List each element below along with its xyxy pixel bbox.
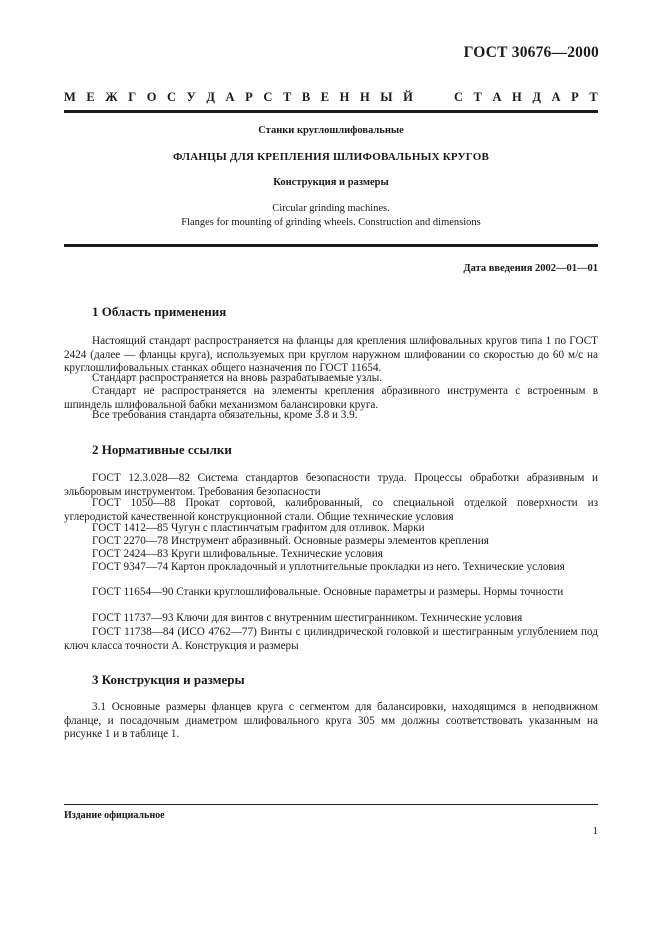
banner-letter: Д: [532, 90, 541, 104]
banner-letter: М: [64, 90, 76, 104]
banner-letter: А: [551, 90, 561, 104]
banner-letter: Р: [571, 90, 579, 104]
section-2-heading: 2 Нормативные ссылки: [92, 442, 232, 457]
banner-letter: В: [301, 90, 311, 104]
footer-rule: [64, 804, 598, 805]
section-1-paragraph-1: Настоящий стандарт распространяется на фланцы для крепления шлифовальных кругов типа 1 по ГОСТ 2424 (далее — фланцы круга), используемых при круглом наружном шлифовании со скоростью до 60 м/с на круглошлифовальных станках общего назначения по ГОСТ 11654.: [64, 335, 598, 374]
reference-item: ГОСТ 2270—78 Инструмент абразивный. Основные размеры элементов крепления: [92, 535, 489, 547]
banner-letter: У: [186, 90, 196, 104]
banner-letter: О: [146, 90, 157, 104]
banner-letter: Й: [403, 90, 413, 104]
banner-letter: Н: [512, 90, 522, 104]
reference-item: ГОСТ 11737—93 Ключи для винтов с внутренним шестигранником. Технические условия: [92, 612, 523, 624]
section-1-paragraph-4: Все требования стандарта обязательны, кроме 3.8 и 3.9.: [92, 409, 358, 421]
banner-letter: А: [492, 90, 502, 104]
banner-letter: Т: [282, 90, 292, 104]
subtitle-construction: Конструкция и размеры: [273, 177, 389, 188]
banner-letter: С: [453, 90, 463, 104]
section-1-paragraph-2: Стандарт распространяется на вновь разрабатываемые узлы.: [92, 372, 383, 384]
banner-letter: Н: [339, 90, 350, 104]
title-bottom-rule: [64, 244, 598, 247]
english-title-line-1: Circular grinding machines.: [272, 203, 390, 214]
banner-letter: Е: [86, 90, 95, 104]
section-3-paragraph-1: 3.1 Основные размеры фланцев круга с сегментом для балансировки, находящимся в неподвижном фланце, и посадочным диаметром шлифовального круга 305 мм должны соответствовать указанным на рисунке 1 и в таблице 1.: [64, 701, 598, 740]
interstate-standard-banner: [64, 90, 598, 105]
document-title: ФЛАНЦЫ ДЛЯ КРЕПЛЕНИЯ ШЛИФОВАЛЬНЫХ КРУГОВ: [173, 151, 489, 163]
top-rule: [64, 110, 598, 113]
reference-item: ГОСТ 2424—83 Круги шлифовальные. Технические условия: [92, 548, 383, 560]
page-number: 1: [592, 825, 598, 837]
reference-item: ГОСТ 1412—85 Чугун с пластинчатым графитом для отливок. Марки: [92, 522, 425, 534]
banner-letter: Т: [473, 90, 482, 104]
reference-item: ГОСТ 12.3.028—82 Система стандартов безопасности труда. Процессы обработки абразивным и эльборовым инструментом. Требования безопасности: [64, 472, 598, 498]
section-3-heading: 3 Конструкция и размеры: [92, 672, 245, 687]
subtitle-machines: Станки круглошлифовальные: [258, 125, 404, 136]
banner-letter: Н: [359, 90, 370, 104]
banner-letter: Т: [589, 90, 598, 104]
banner-letter: Р: [245, 90, 253, 104]
word-gap: [423, 90, 443, 105]
banner-letter: Д: [206, 90, 215, 104]
reference-item: ГОСТ 1050—88 Прокат сортовой, калиброванный, со специальной отделкой поверхности из углеродистой качественной конструкционной стали. Общие технические условия: [64, 497, 598, 523]
document-number: ГОСТ 30676—2000: [463, 44, 599, 61]
banner-letter: А: [225, 90, 235, 104]
banner-letter: Ж: [105, 90, 118, 104]
reference-item: ГОСТ 11654—90 Станки круглошлифовальные. Основные параметры и размеры. Нормы точности: [92, 586, 564, 598]
section-1-heading: 1 Область применения: [92, 304, 227, 319]
banner-letter: С: [167, 90, 177, 104]
reference-item: ГОСТ 11738—84 (ИСО 4762—77) Винты с цилиндрической головкой и шестигранным углублением под ключ класса точности А. Конструкция и размеры: [64, 626, 598, 652]
section-1-paragraph-3: Стандарт не распространяется на элементы крепления абразивного инструмента с встроенным в шпиндель шлифовальной бабки механизмом балансировки круга.: [64, 385, 598, 411]
banner-letter: Е: [320, 90, 330, 104]
introduction-date: Дата введения 2002—01—01: [463, 263, 598, 274]
english-title-line-2: Flanges for mounting of grinding wheels. Construction and dimensions: [181, 217, 481, 228]
reference-item: ГОСТ 9347—74 Картон прокладочный и уплотнительные прокладки из него. Технические условия: [92, 561, 565, 573]
official-edition-label: Издание официальное: [64, 810, 165, 821]
banner-letter: С: [263, 90, 273, 104]
banner-letter: Г: [128, 90, 137, 104]
banner-letter: Ы: [380, 90, 393, 104]
